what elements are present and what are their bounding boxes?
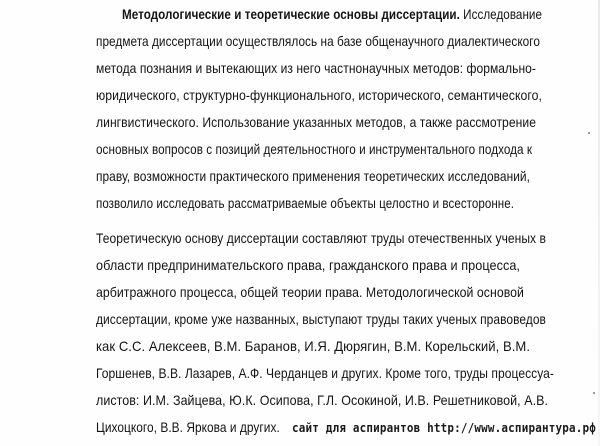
paragraph-line: как С.С. Алексеев, В.М. Баранов, И.Я. Дюрягин, В.М. Корельский, В.М. [96, 339, 531, 354]
paragraph-line: диссертации, кроме уже названных, выступают труды таких ученых правоведов [96, 312, 546, 327]
paragraph-final-text: Цихоцкого, В.В. Яркова и других. [96, 420, 280, 435]
paragraph-line: позволило исследовать рассматриваемые объекты целостно и всесторонне. [96, 196, 514, 211]
paragraph-line: области предпринимательского права, гражданского права и процесса, [96, 258, 520, 273]
scan-speck [593, 392, 595, 394]
paragraph-line: предмета диссертации осуществлялось на базе общенаучного диалектического [96, 34, 541, 49]
paragraph-line: метода познания и вытекающих из него частнонаучных методов: формально- [96, 61, 536, 76]
heading-line [122, 3, 543, 27]
paragraph-line: листов: И.М. Зайцева, Ю.К. Осипова, Г.Л. Осокиной, И.В. Решетниковой, А.В. [96, 393, 549, 408]
paragraph-line: праву, возможности практического применения теоретических исследований, [96, 169, 530, 184]
paragraph-line: Горшенев, В.В. Лазарев, А.Ф. Черданцев и других. Кроме того, труды процессуа- [96, 366, 555, 381]
paragraph-line: арбитражного процесса, общей теории права. Методологической основой [96, 285, 524, 300]
heading-line-continuation: Исследование [463, 7, 543, 22]
paragraph-line: лингвистического. Использование указанных методов, а также рассмотрение [96, 115, 536, 130]
section-heading: Методологические и теоретические основы диссертации. [122, 7, 460, 22]
scan-speck [588, 132, 590, 134]
last-line [96, 416, 596, 440]
paragraph-line: юридического, структурно-функционального, исторического, семантического, [96, 88, 542, 103]
site-watermark: сайт для аспирантов http://www.аспирантура.рф [292, 420, 596, 435]
paragraph-line: Теоретическую основу диссертации составляют труды отечественных ученых в [96, 231, 546, 246]
paragraph-line: основных вопросов с позиций деятельностного и инструментального подхода к [96, 142, 533, 157]
